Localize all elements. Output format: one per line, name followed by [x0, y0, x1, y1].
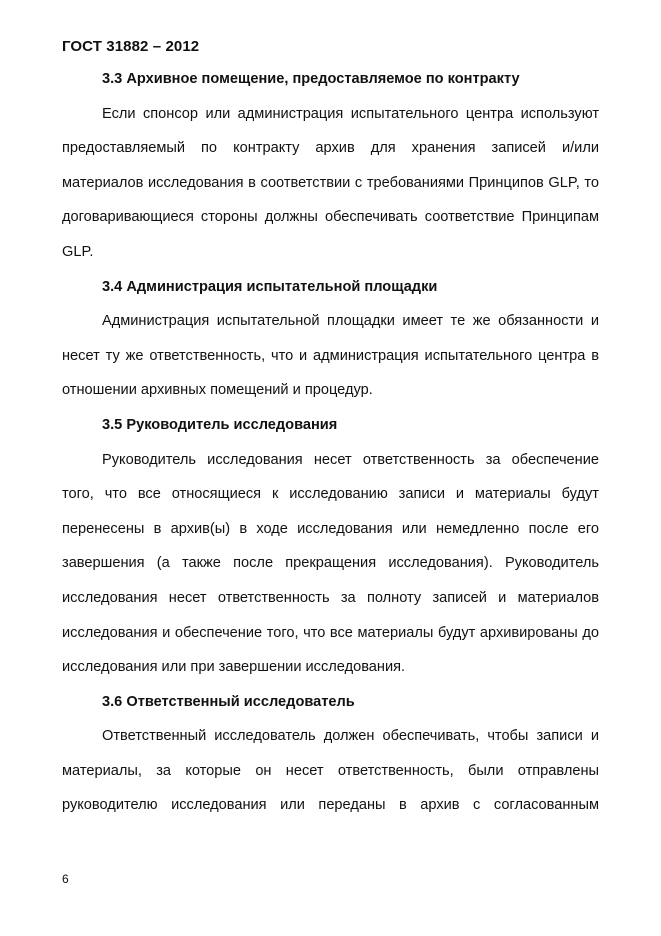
document-standard-header: ГОСТ 31882 – 2012	[62, 38, 200, 55]
section-text-3-4: Администрация испытательной площадки имеет те же обязанности и несет ту же ответственность, что и администрация испытательного центра в отношении архивных помещений и процедур.	[62, 313, 599, 399]
section-text-3-3: Если спонсор или администрация испытательного центра используют предоставляемый по контракту архив для хранения записей и/или материалов исследования в соответствии с требованиями Принципов GLP, то договаривающиеся стороны должны обеспечивать соответствие Принципам GLP.	[62, 105, 599, 260]
section-text-3-5: Руководитель исследования несет ответственность за обеспечение того, что все относящиеся к исследованию записи и материалы будут перенесены в архив(ы) в ходе исследования или немедленно после его завершения (а также после прекращения исследования). Руководитель исследования несет ответственность за полноту записей и материалов исследования и обеспечение того, что все материалы будут архивированы до исследования или при завершении исследования.	[62, 451, 599, 676]
page-number: 6	[62, 872, 69, 886]
section-text-3-6: Ответственный исследователь должен обеспечивать, чтобы записи и материалы, за которые он несет ответственность, были отправлены руководителю исследования или переданы в архив с согласованным	[62, 728, 599, 814]
section-heading-3-3: 3.3 Архивное помещение, предоставляемое по контракту	[102, 71, 520, 87]
document-body	[62, 62, 599, 823]
section-heading-3-5: 3.5 Руководитель исследования	[102, 416, 338, 433]
section-heading-3-4: 3.4 Администрация испытательной площадки	[102, 278, 438, 295]
section-heading-3-6: 3.6 Ответственный исследователь	[102, 693, 355, 710]
